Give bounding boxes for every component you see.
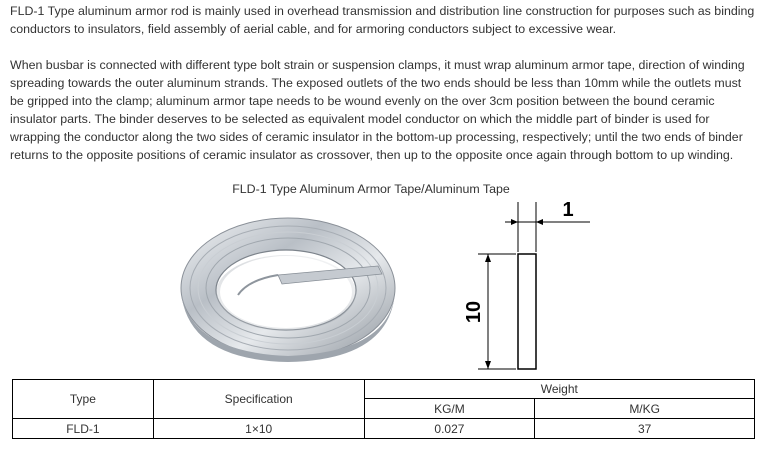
instructions-paragraph: When busbar is connected with different type bolt strain or suspension clamps, it must wrap aluminum armor tape, direction of winding spreading towards the outer aluminum strands. The exposed outlets of the two ends should be less than 10mm while the outlets must be gripped into the clamp; aluminum armor tape needs to be wound evenly on the over 3cm position between the bound ceramic insulator parts. The binder deserves to be selected as equivalent model conductor on which the middle part of binder is used for wrapping the conductor along the two sides of ceramic insulator in the bottom-up processing, respectively; until the two ends of binder returns to the opposite positions of ceramic insulator as crossover, then up to the opposite once again through bottom to up winding. bbox=[10, 58, 745, 162]
header-m-kg: M/KG bbox=[535, 399, 755, 419]
aluminum-tape-coil-image bbox=[178, 200, 403, 368]
height-dimension-label: 10 bbox=[463, 300, 485, 324]
tape-cross-section bbox=[518, 254, 536, 369]
cell-m-kg: 37 bbox=[535, 419, 755, 439]
header-specification: Specification bbox=[153, 380, 364, 419]
specification-table bbox=[12, 379, 755, 439]
figure-caption: FLD-1 Type Aluminum Armor Tape/Aluminum Tape bbox=[232, 182, 510, 196]
cell-specification: 1×10 bbox=[153, 419, 364, 439]
table-row bbox=[13, 419, 755, 439]
intro-paragraph: FLD-1 Type aluminum armor rod is mainly used in overhead transmission and distribution line construction for purposes such as binding conductors to insulators, field assembly of aerial cable, and for armoring conductors subject to excessive wear. bbox=[10, 4, 755, 36]
cell-type: FLD-1 bbox=[13, 419, 154, 439]
header-weight: Weight bbox=[364, 380, 754, 399]
width-dimension-label: 1 bbox=[562, 199, 574, 221]
cell-kg-m: 0.027 bbox=[364, 419, 535, 439]
dimension-drawing bbox=[450, 196, 600, 376]
header-kg-m: KG/M bbox=[364, 399, 535, 419]
header-type: Type bbox=[13, 380, 154, 419]
